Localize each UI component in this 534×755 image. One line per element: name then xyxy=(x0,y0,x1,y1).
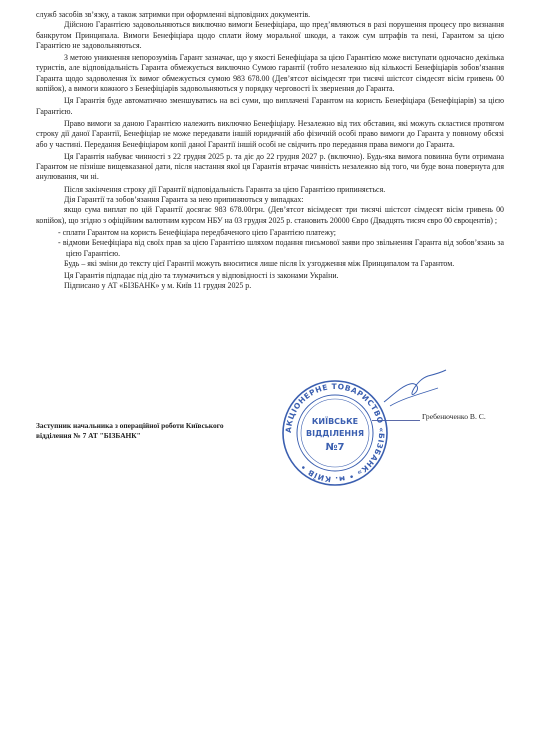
paragraph: Ця Гарантія підпадає під дію та тлумачиться у відповідності із законами України. xyxy=(64,271,339,281)
paragraph: З метою уникнення непорозумінь Гарант зазначає, що у якості Бенефіціара за цією Гарантією може виступати одночасно декілька туристів, але відповідальність Гаранта обмежується виключно Сумою гарантії (тобто незалежно від кількості Бенефіціарів зобов’язання Гаранта щодо задоволення їх вимог обмежується сумою 983 678.00 (Дев’ятсот вісімдесят три тисячі шістсот сімдесят вісім гривень 00 копійок), а вимоги кожного з Бенефіціарів задовольняються у порядку черговості їх звернення до Гаранта. xyxy=(36,53,504,94)
handwritten-signature xyxy=(380,368,450,408)
stamp-outer-text: АКЦІОНЕРНЕ ТОВАРИСТВО «БІЗБАНК» • м. КИЇВ • xyxy=(283,381,387,485)
paragraph: Після закінчення строку дії Гарантії відповідальність Гаранта за цією Гарантією припиняється. xyxy=(64,184,386,194)
list-item: - сплати Гарантом на користь Бенефіціара передбаченого цією Гарантією платежу; xyxy=(58,227,336,237)
paragraph: Дія Гарантії та зобов’язання Гаранта за нею припиняються у випадках: xyxy=(64,195,304,205)
stamp-inner-text: КИЇВСЬКЕ xyxy=(311,417,359,426)
list-item: - відмови Бенефіціара від своїх прав за цією Гарантією шляхом подання письмової заяви про звільнення Гаранта від зобов’язань за цією Гарантією. xyxy=(58,238,504,258)
paragraph: якщо сума виплат по цій Гарантії досягає 983 678.00грн. (Дев’ятсот вісімдесят три тисячі шістсот сімдесят вісім гривень 00 копійок), що згідно з офіційним валютним курсом НБУ на 03 грудня 2025 р. становить 20000 Євро (Двадцять тисяч євро 00 євроцентів) ; xyxy=(36,205,504,225)
stamp-inner-text: №7 xyxy=(325,442,345,453)
signatory-name: Гребенюченко В. С. xyxy=(422,412,486,421)
paragraph: Підписано у АТ «БІЗБАНК» у м. Київ 11 грудня 2025 р. xyxy=(64,281,252,291)
bank-stamp-seal xyxy=(280,378,390,488)
document-body xyxy=(36,10,504,292)
paragraph: Будь – які зміни до тексту цієї Гарантії можуть вноситися лише після їх узгодження між Принципалом та Гарантом. xyxy=(64,258,455,268)
stamp-inner-text: ВІДДІЛЕННЯ xyxy=(306,429,364,438)
signatory-position xyxy=(36,421,256,440)
paragraph: Ця Гарантія буде автоматично зменшуватись на всі суми, що виплачені Гарантом на користь Бенефіціара (Бенефіціарів) за цією Гарантією. xyxy=(36,96,504,116)
paragraph: Право вимоги за даною Гарантією належить виключно Бенефіціару. Незалежно від тих обставин, які можуть скластися протягом строку дії даної Гарантії, Бенефіціар не може передавати іншій юридичній або фізичній особі право вимоги до Гаранта у повному обсязі або у частині. Передання Бенефіціаром копії даної Гарантії іншій особі не свідчить про передання права вимоги до Гаранта. xyxy=(36,118,504,149)
paragraph: Ця Гарантія набуває чинності з 22 грудня 2025 р. та діє до 22 грудня 2027 р. (включно). Будь-яка вимога повинна бути отримана Гарантом не пізніше вищевказаної дати, після настання якої ця Гарантія втрачає чинність незалежно від того, чи буде вона повернута для анулювання, чи ні. xyxy=(36,151,504,182)
paragraph: служб засобів зв’язку, а також затримки при оформленні відповідних документів. xyxy=(36,10,311,19)
signatory-position-line: відділення № 7 АТ "БІЗБАНК" xyxy=(36,430,141,440)
signatory-position-line: Заступник начальника з операційної роботи Київського xyxy=(36,421,224,430)
paragraph: Дійсною Гарантією задовольняються виключно вимоги Бенефіціара, що пред’являються в разі порушення процесу про визнання банкрутом Принципала. Вимоги Бенефіціара щодо сплати йому моральної шкоди, а також сум штрафів та пені, Гарантом за цією Гарантією не задовольняються. xyxy=(36,20,504,50)
